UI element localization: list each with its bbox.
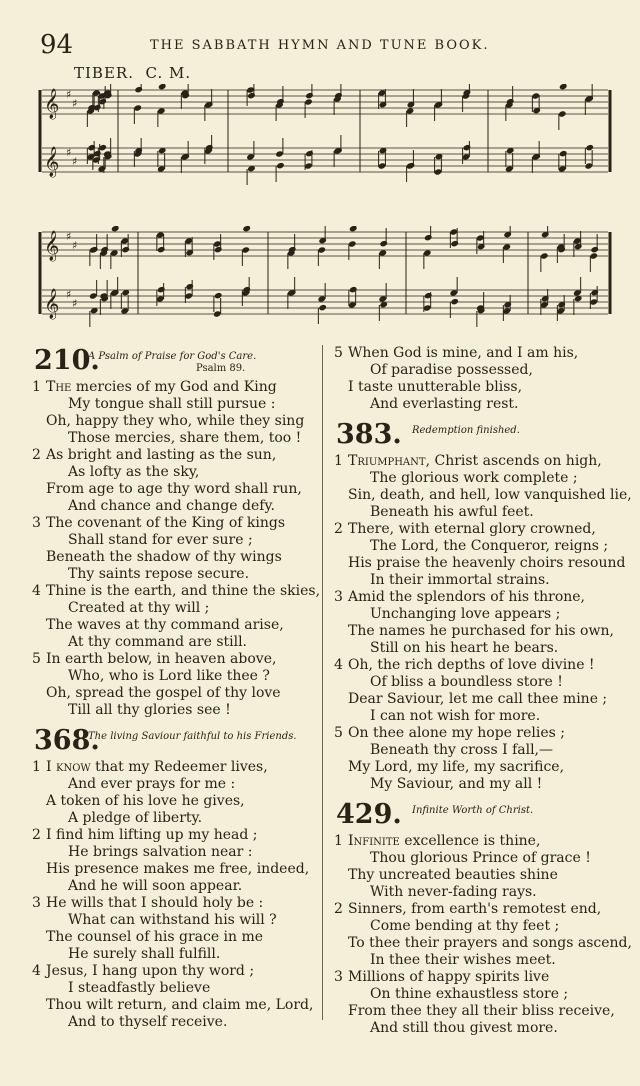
hymn-line: And everlasting rest. bbox=[370, 396, 519, 412]
clef-icon: 𝄞 bbox=[44, 231, 60, 261]
verse-number: 3 bbox=[334, 969, 343, 985]
verse bbox=[332, 521, 626, 589]
hymn-line: In their immortal strains. bbox=[370, 572, 550, 588]
verse-number: 4 bbox=[32, 963, 41, 979]
verse-number: 5 bbox=[334, 345, 343, 361]
tune-title bbox=[74, 64, 191, 82]
hymn-line: 2 Sinners, from earth's remotest end, bbox=[334, 901, 602, 917]
hymn-line: 3 He wills that I should holy be : bbox=[32, 895, 264, 911]
note-head bbox=[349, 286, 358, 293]
hymn-line: Come bending at thy feet ; bbox=[370, 918, 560, 934]
note-head bbox=[214, 292, 223, 299]
clef-icon: 𝄞 bbox=[44, 147, 60, 177]
hymn-line: As lofty as the sky, bbox=[68, 464, 200, 480]
verse-number: 2 bbox=[334, 901, 343, 917]
note-head bbox=[87, 144, 96, 151]
note-head bbox=[134, 86, 143, 93]
note-head bbox=[276, 162, 285, 169]
column-divider bbox=[322, 345, 323, 1020]
first-word: Infinite bbox=[348, 833, 400, 849]
hymn-line: 5 In earth below, in heaven above, bbox=[32, 651, 277, 667]
sharp-icon: ♯ bbox=[66, 288, 72, 301]
hymn-line: 4 Jesus, I hang upon thy word ; bbox=[32, 963, 255, 979]
hymn-caption: A Psalm of Praise for God's Care. bbox=[88, 351, 257, 362]
verse-number: 2 bbox=[32, 827, 41, 843]
music-system-1 bbox=[38, 84, 612, 194]
hymn-line: Dear Saviour, let me call thee mine ; bbox=[348, 691, 608, 707]
note-head bbox=[214, 246, 223, 253]
hymn-heading bbox=[30, 345, 320, 379]
note-head bbox=[450, 298, 459, 305]
hymn-line: The Lord, the Conqueror, reigns ; bbox=[370, 538, 609, 554]
hymn bbox=[332, 799, 632, 1037]
hymn-line: 1 The mercies of my God and King bbox=[32, 379, 277, 395]
first-word: I know bbox=[46, 759, 91, 775]
hymn-line: I steadfastly believe bbox=[68, 980, 211, 996]
hymn-line: 4 Oh, the rich depths of love divine ! bbox=[334, 657, 595, 673]
note-head bbox=[305, 150, 314, 157]
hymn-line: Beneath his awful feet. bbox=[370, 504, 534, 520]
music-staff-svg bbox=[38, 226, 612, 336]
hymn-line: The names he purchased for his own, bbox=[348, 623, 614, 639]
hymn-line: His praise the heavenly choirs resound bbox=[348, 555, 626, 571]
sharp-icon: ♯ bbox=[72, 97, 78, 110]
hymn-line: The waves at thy command arise, bbox=[46, 617, 284, 633]
sharp-icon: ♯ bbox=[72, 155, 78, 168]
sharp-icon: ♯ bbox=[72, 297, 78, 310]
hymn-line: My Saviour, and my all ! bbox=[370, 776, 543, 792]
hymn-line: To thee their prayers and songs ascend, bbox=[348, 935, 632, 951]
note-head bbox=[242, 226, 251, 232]
clef-icon: 𝄞 bbox=[44, 89, 60, 119]
verse bbox=[30, 515, 320, 583]
note-head bbox=[305, 92, 314, 99]
note-head bbox=[424, 292, 433, 299]
note-head bbox=[158, 84, 167, 90]
hymn-line: My tongue shall still pursue : bbox=[68, 396, 276, 412]
hymn-line: Oh, happy they who, while they sing bbox=[46, 413, 305, 429]
note-head bbox=[121, 246, 130, 253]
hymn-line: His presence makes me free, indeed, bbox=[46, 861, 310, 877]
hymn-line: From thee they all their bliss receive, bbox=[348, 1003, 615, 1019]
hymn-line: From age to age thy word shall run, bbox=[46, 481, 302, 497]
left-column bbox=[30, 345, 320, 1031]
verse bbox=[332, 453, 632, 521]
hymn bbox=[332, 419, 632, 793]
hymn-line: My Lord, my life, my sacrifice, bbox=[348, 759, 565, 775]
hymn-line: In thee their wishes meet. bbox=[370, 952, 556, 968]
hymn-line: And still thou givest more. bbox=[370, 1020, 558, 1036]
running-head: THE SABBATH HYMN AND TUNE BOOK. bbox=[150, 38, 490, 53]
note-head bbox=[450, 240, 459, 247]
hymn-line: I can not wish for more. bbox=[370, 708, 541, 724]
hymn-line: 3 Millions of happy spirits live bbox=[334, 969, 550, 985]
hymn-line: The counsel of his grace in me bbox=[46, 929, 264, 945]
hymn-line: Oh, spread the gospel of thy love bbox=[46, 685, 281, 701]
verse-number: 1 bbox=[32, 759, 41, 775]
verse bbox=[30, 447, 320, 515]
verse bbox=[30, 759, 320, 827]
hymn-line: 5 On thee alone my hope relies ; bbox=[334, 725, 565, 741]
first-word: The bbox=[46, 379, 72, 395]
hymn bbox=[30, 725, 320, 1031]
hymn-line: 5 When God is mine, and I am his, bbox=[334, 345, 579, 361]
note-head bbox=[185, 283, 194, 290]
hymn-line: 1 I know that my Redeemer lives, bbox=[32, 759, 268, 775]
hymn-number: 383. bbox=[336, 419, 402, 450]
hymn-line: Still on his heart he bears. bbox=[370, 640, 559, 656]
note-head bbox=[463, 144, 472, 151]
hymn-line: A pledge of liberty. bbox=[68, 810, 203, 826]
verse-number: 1 bbox=[32, 379, 41, 395]
hymn-caption: Redemption finished. bbox=[412, 425, 520, 436]
hymn-number: 429. bbox=[336, 799, 402, 830]
hymn-line: 2 As bright and lasting as the sun, bbox=[32, 447, 277, 463]
hymn-line: And chance and change defy. bbox=[68, 498, 275, 514]
hymn-line: Created at thy will ; bbox=[68, 600, 210, 616]
hymn-line: 1 Triumphant, Christ ascends on high, bbox=[334, 453, 602, 469]
hymn-line: 1 Infinite excellence is thine, bbox=[334, 833, 541, 849]
right-column bbox=[332, 345, 632, 1037]
hymn-number: 210. bbox=[34, 345, 100, 376]
hymn-line: Beneath the shadow of thy wings bbox=[46, 549, 282, 565]
page-number: 94 bbox=[40, 30, 74, 60]
hymn-line: Thou wilt return, and claim me, Lord, bbox=[46, 997, 314, 1013]
hymn-line: On thine exhaustless store ; bbox=[370, 986, 569, 1002]
hymn-line: Of bliss a boundless store ! bbox=[370, 674, 563, 690]
note-head bbox=[424, 234, 433, 241]
tune-meter: C. M. bbox=[145, 64, 192, 82]
verse-number: 2 bbox=[334, 521, 343, 537]
hymn-line: Thou glorious Prince of grace ! bbox=[370, 850, 591, 866]
sharp-icon: ♯ bbox=[66, 146, 72, 159]
verse-number: 1 bbox=[334, 453, 343, 469]
hymn-line: Unchanging love appears ; bbox=[370, 606, 561, 622]
verse bbox=[30, 895, 320, 963]
hymn-line: And he will soon appear. bbox=[68, 878, 243, 894]
clef-icon: 𝄞 bbox=[44, 289, 60, 319]
note-head bbox=[247, 92, 256, 99]
hymn-line: 2 I find him lifting up my head ; bbox=[32, 827, 258, 843]
verse bbox=[30, 583, 320, 651]
verse-number: 3 bbox=[334, 589, 343, 605]
verse-number: 4 bbox=[32, 583, 41, 599]
verse bbox=[30, 379, 320, 447]
verse bbox=[332, 969, 620, 1037]
note-head bbox=[111, 226, 120, 232]
hymn-line: Thy saints repose secure. bbox=[68, 566, 250, 582]
sharp-icon: ♯ bbox=[66, 230, 72, 243]
page-header bbox=[40, 30, 600, 60]
verse-number: 5 bbox=[334, 725, 343, 741]
verse bbox=[332, 657, 620, 725]
note-head bbox=[590, 246, 599, 253]
verse bbox=[332, 833, 620, 901]
verse bbox=[332, 589, 620, 657]
hymn-heading bbox=[332, 799, 620, 833]
hymn-line: At thy command are still. bbox=[68, 634, 248, 650]
hymn-line: Who, who is Lord like thee ? bbox=[68, 668, 270, 684]
tune-name: TIBER. bbox=[74, 64, 134, 82]
note-head bbox=[559, 150, 568, 157]
sharp-icon: ♯ bbox=[72, 239, 78, 252]
hymn-line: He surely shall fulfill. bbox=[68, 946, 221, 962]
hymn-heading bbox=[30, 725, 320, 759]
hymn-caption: The living Saviour faithful to his Friends. bbox=[88, 731, 297, 742]
hymn-line: And to thyself receive. bbox=[68, 1014, 228, 1030]
hymn-line: 3 Amid the splendors of his throne, bbox=[334, 589, 586, 605]
verse bbox=[30, 827, 320, 895]
verse bbox=[332, 725, 620, 793]
hymn-line: I taste unutterable bliss, bbox=[348, 379, 523, 395]
hymn-line: 2 There, with eternal glory crowned, bbox=[334, 521, 596, 537]
note-head bbox=[157, 286, 166, 293]
hymn-line: With never-fading rays. bbox=[370, 884, 537, 900]
note-head bbox=[349, 226, 358, 232]
hymn-heading bbox=[332, 419, 620, 453]
verse bbox=[332, 901, 632, 969]
music-staff-svg bbox=[38, 84, 612, 194]
note-head bbox=[318, 304, 327, 311]
hymn-line: Sin, death, and hell, low vanquished lie, bbox=[348, 487, 632, 503]
note-head bbox=[379, 240, 388, 247]
hymn-line: Of paradise possessed, bbox=[370, 362, 533, 378]
hymn-line: 4 Thine is the earth, and thine the skies, bbox=[32, 583, 321, 599]
hymn-line: 3 The covenant of the King of kings bbox=[32, 515, 285, 531]
hymn-line: A token of his love he gives, bbox=[46, 793, 245, 809]
hymn-line: And ever prays for me : bbox=[68, 776, 236, 792]
hymn-line: Beneath thy cross I fall,— bbox=[370, 742, 554, 758]
hymn bbox=[30, 345, 320, 719]
first-word: Triumphant bbox=[348, 453, 426, 469]
verse bbox=[30, 963, 320, 1031]
verse-number: 1 bbox=[334, 833, 343, 849]
hymn-reference: Psalm 89. bbox=[196, 363, 246, 374]
note-head bbox=[157, 246, 166, 253]
hymn-line: He brings salvation near : bbox=[68, 844, 253, 860]
verse-number: 2 bbox=[32, 447, 41, 463]
hymn-caption: Infinite Worth of Christ. bbox=[412, 805, 534, 816]
music-system-2 bbox=[38, 226, 612, 336]
verse-number: 3 bbox=[32, 895, 41, 911]
note-head bbox=[585, 144, 594, 151]
hymn-line: What can withstand his will ? bbox=[68, 912, 277, 928]
note-head bbox=[559, 84, 568, 90]
verse bbox=[30, 651, 320, 719]
hymn-line: Thy uncreated beauties shine bbox=[348, 867, 558, 883]
hymn-line: Till all thy glories see ! bbox=[68, 702, 231, 718]
hymn-line: Those mercies, share them, too ! bbox=[68, 430, 302, 446]
hymn-line: The glorious work complete ; bbox=[370, 470, 578, 486]
hymn-line: Shall stand for ever sure ; bbox=[68, 532, 253, 548]
verse bbox=[332, 345, 620, 413]
sharp-icon: ♯ bbox=[66, 88, 72, 101]
verse-number: 4 bbox=[334, 657, 343, 673]
verse-number: 3 bbox=[32, 515, 41, 531]
verse-number: 5 bbox=[32, 651, 41, 667]
hymn-number: 368. bbox=[34, 725, 100, 756]
